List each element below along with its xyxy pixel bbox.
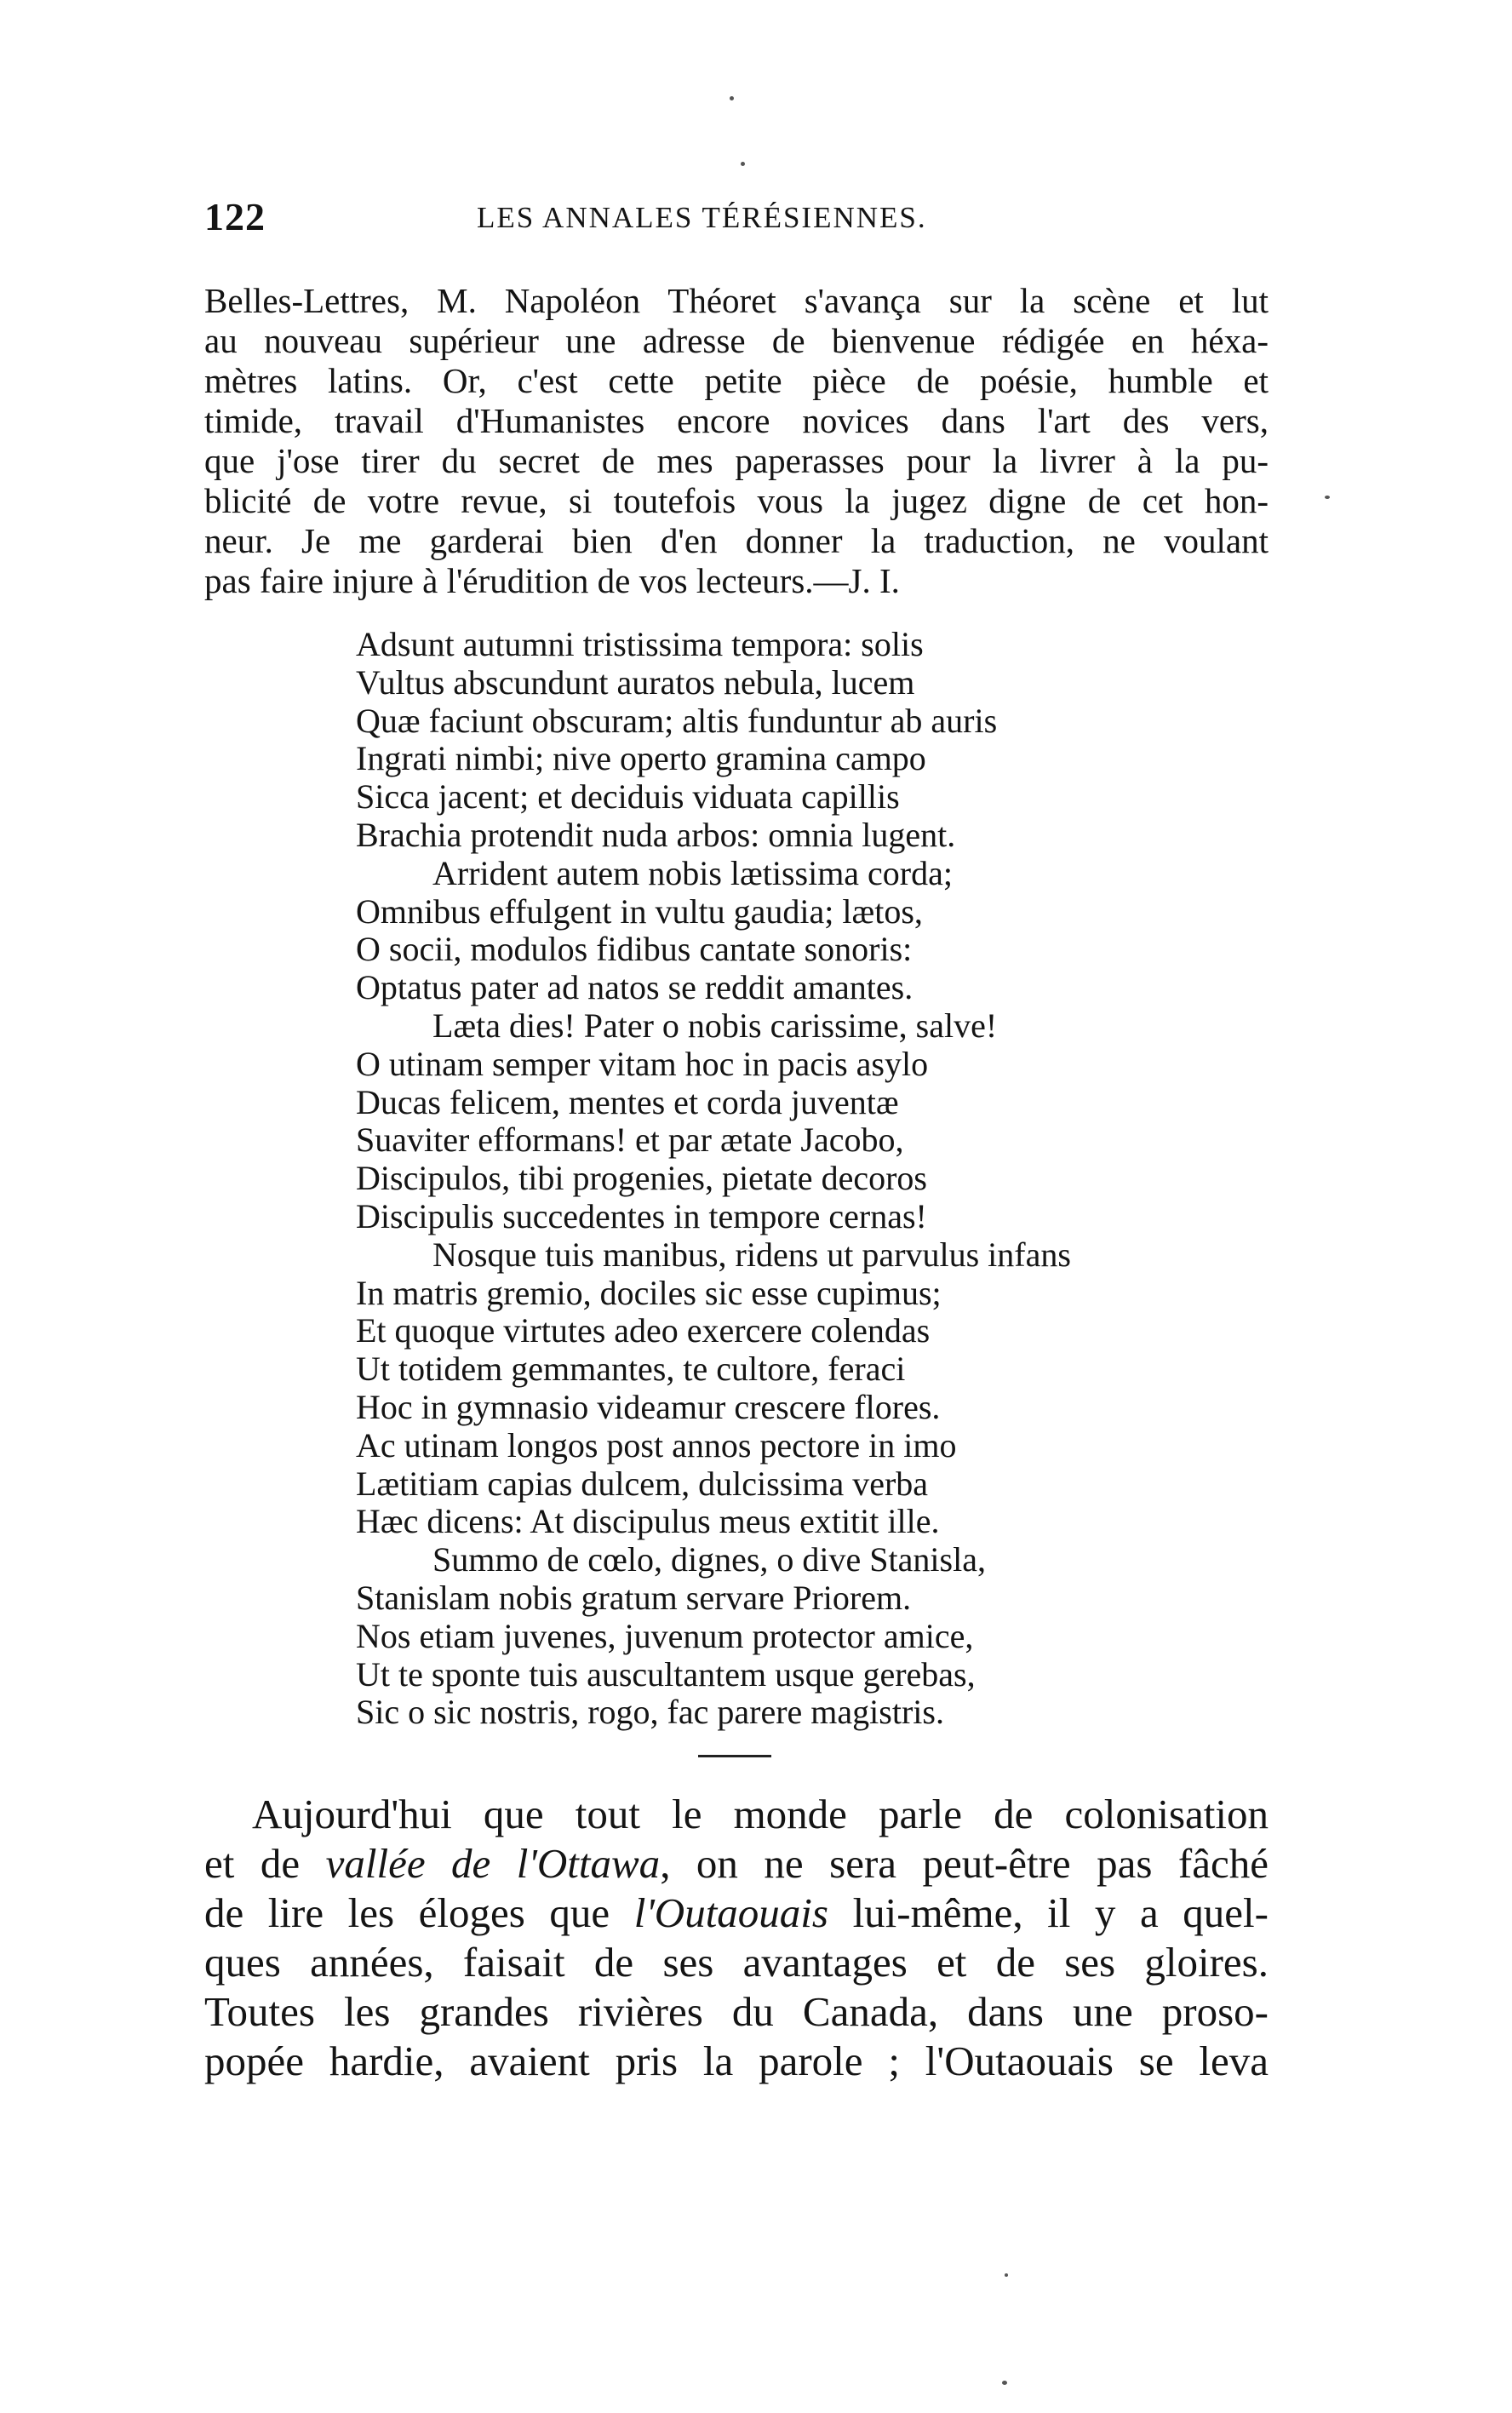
scan-speck (1325, 496, 1330, 499)
poem-verse: Lætitiam capias dulcem, dulcissima verba (356, 1464, 929, 1503)
section-separator (698, 1755, 771, 1757)
article-line (204, 1889, 1269, 1938)
intro-line: timide, travail d'Humanistes encore novices dans l'art des vers, (204, 401, 1269, 440)
poem-verse: O socii, modulos fidibus cantate sonoris: (356, 930, 913, 969)
poem-verse: Ac utinam longos post annos pectore in imo (356, 1425, 957, 1464)
article-text: , on ne sera peut-être pas fâché (660, 1840, 1269, 1887)
poem-verse: Brachia protendit nuda arbos: omnia lugent. (356, 815, 956, 854)
poem-verse: Læta dies! Pater o nobis carissime, salve! (432, 1006, 998, 1045)
article-text: et de (204, 1840, 326, 1887)
article-text: popée hardie, avaient pris la parole ; l'Outaouais se leva (204, 2038, 1269, 2084)
poem-verse: Arrident autem nobis lætissima corda; (432, 853, 953, 892)
poem-verse: Stanislam nobis gratum servare Priorem. (356, 1578, 912, 1617)
poem-verse: Omnibus effulgent in vultu gaudia; lætos, (356, 891, 923, 931)
poem-verse: Summo de cœlo, dignes, o dive Stanisla, (432, 1540, 986, 1579)
article-italic-text: l'Outaouais (633, 1889, 828, 1936)
poem-verse: Ducas felicem, mentes et corda juventæ (356, 1082, 899, 1121)
scan-speck (741, 162, 745, 166)
running-title: LES ANNALES TÉRÉSIENNES. (477, 201, 927, 234)
article-line (204, 2037, 1269, 2086)
article-italic-text: vallée de l'Ottawa (325, 1840, 661, 1887)
article-text: Aujourd'hui que tout le monde parle de colonisation (252, 1791, 1269, 1837)
poem-verse: Optatus pater ad natos se reddit amantes. (356, 968, 914, 1007)
poem-verse: Hæc dicens: At discipulus meus extitit ille. (356, 1502, 940, 1541)
poem-verse: Sic o sic nostris, rogo, fac parere magistris. (356, 1693, 944, 1732)
scan-speck (1002, 2381, 1007, 2385)
poem-verse: Discipulis succedentes in tempore cernas! (356, 1196, 927, 1235)
article-text: ques années, faisait de ses avantages et de ses gloires. (204, 1939, 1269, 1986)
article-line (204, 1790, 1269, 1839)
poem-verse: Nos etiam juvenes, juvenum protector amice, (356, 1616, 974, 1655)
poem-verse: Quæ faciunt obscuram; altis funduntur ab auris (356, 701, 998, 740)
latin-poem (356, 626, 1258, 1732)
intro-line: mètres latins. Or, c'est cette petite pièce de poésie, humble et (204, 361, 1269, 400)
scan-speck (1005, 2273, 1008, 2277)
article-text: lui-même, il y a quel- (828, 1889, 1269, 1936)
intro-line: pas faire injure à l'érudition de vos lecteurs.—J. I. (204, 561, 900, 600)
scan-speck (730, 96, 734, 100)
intro-line: Belles-Lettres, M. Napoléon Théoret s'avança sur la scène et lut (204, 281, 1269, 320)
poem-verse: O utinam semper vitam hoc in pacis asylo (356, 1044, 929, 1083)
page-header (204, 194, 1269, 245)
article-line (204, 1987, 1269, 2037)
intro-line: neur. Je me garderai bien d'en donner la traduction, ne voulant (204, 521, 1269, 560)
poem-verse: Nosque tuis manibus, ridens ut parvulus infans (432, 1235, 1071, 1274)
intro-line: que j'ose tirer du secret de mes paperasses pour la livrer à la pu- (204, 441, 1269, 480)
poem-verse: Suaviter efformans! et par ætate Jacobo, (356, 1121, 904, 1160)
page-number: 122 (204, 195, 266, 238)
article-text: de lire les éloges que (204, 1889, 634, 1936)
poem-verse: Ut te sponte tuis auscultantem usque gerebas, (356, 1654, 976, 1694)
article-text: Toutes les grandes rivières du Canada, dans une proso- (204, 1988, 1269, 2035)
poem-verse: Hoc in gymnasio videamur crescere flores. (356, 1387, 941, 1426)
poem-verse: Ingrati nimbi; nive operto gramina campo (356, 739, 926, 778)
article-paragraph (204, 1790, 1269, 2086)
article-line (204, 1938, 1269, 1987)
poem-verse: Et quoque virtutes adeo exercere colendas (356, 1311, 931, 1350)
poem-verse: Vultus abscundunt auratos nebula, lucem (356, 662, 915, 702)
poem-verse: Adsunt autumni tristissima tempora: solis (356, 625, 924, 663)
poem-verse: In matris gremio, dociles sic esse cupimus; (356, 1273, 942, 1312)
intro-line: blicité de votre revue, si toutefois vous la jugez digne de cet hon- (204, 481, 1269, 520)
intro-paragraph (204, 281, 1269, 601)
intro-line: au nouveau supérieur une adresse de bienvenue rédigée en héxa- (204, 321, 1269, 360)
poem-verse: Sicca jacent; et deciduis viduata capillis (356, 777, 900, 817)
poem-verse: Ut totidem gemmantes, te cultore, feraci (356, 1350, 906, 1389)
poem-verse: Discipulos, tibi progenies, pietate decoros (356, 1159, 927, 1198)
article-line (204, 1839, 1269, 1889)
